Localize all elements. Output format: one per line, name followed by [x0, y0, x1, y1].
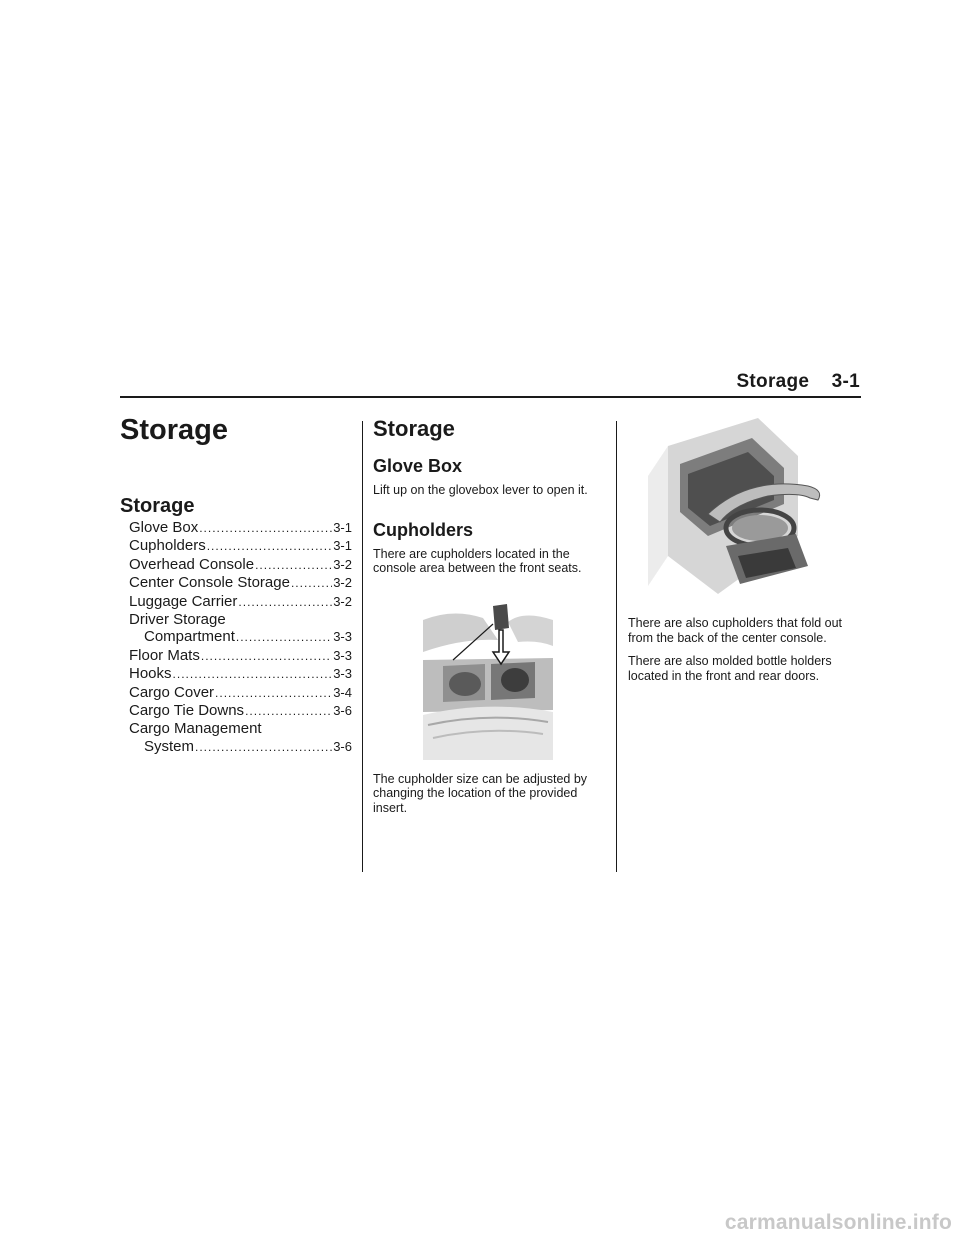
- toc-entry[interactable]: Center Console Storage ..... 3-2: [120, 574, 352, 592]
- header-section: Storage: [736, 371, 810, 392]
- main-column: [373, 416, 606, 816]
- chapter-title: Storage: [120, 414, 228, 446]
- glove-box-heading: Glove Box: [373, 456, 463, 476]
- header-page-number: 3-1: [831, 371, 860, 392]
- page-header: [650, 371, 860, 393]
- toc-entry[interactable]: Hooks ..... 3-3: [120, 665, 352, 683]
- toc-entry-line1[interactable]: Driver Storage: [129, 611, 226, 629]
- column-divider-right: [616, 421, 617, 872]
- fold-out-cupholder-text: There are also cupholders that fold out from the back of the center console.: [628, 616, 843, 645]
- toc-entry[interactable]: Cargo Cover ..... 3-4: [120, 684, 352, 702]
- toc-entry[interactable]: Overhead Console ..... 3-2: [120, 556, 352, 574]
- toc-section-title: Storage: [120, 495, 195, 517]
- toc-entry[interactable]: Cupholders ..... 3-1: [120, 537, 352, 555]
- header-rule: [120, 396, 861, 398]
- cupholders-heading: Cupholders: [373, 519, 474, 540]
- watermark: carmanualsonline.info: [724, 1211, 952, 1234]
- cupholders-text: There are cupholders located in the console area between the front seats.: [373, 546, 582, 576]
- toc-entry[interactable]: Floor Mats ..... 3-3: [120, 647, 352, 665]
- right-column: [628, 416, 860, 683]
- toc-list: [120, 519, 352, 756]
- toc-entry[interactable]: Glove Box ..... 3-1: [120, 519, 352, 537]
- toc-entry-line2[interactable]: System ..... 3-6: [120, 738, 352, 756]
- glove-box-text: Lift up on the glovebox lever to open it.: [373, 483, 588, 497]
- column-divider-left: [362, 421, 363, 872]
- toc-entry[interactable]: Luggage Carrier ..... 3-2: [120, 593, 352, 611]
- toc-entry[interactable]: Cargo Tie Downs ..... 3-6: [120, 702, 352, 720]
- toc-column: [120, 414, 352, 756]
- main-title: Storage: [373, 416, 455, 441]
- fold-out-cupholder-icon: [648, 416, 830, 604]
- center-console-cupholder-icon: [423, 600, 553, 760]
- toc-entry-line2[interactable]: Compartment ..... 3-3: [120, 628, 352, 646]
- cupholders-caption: The cupholder size can be adjusted by changing the location of the provided insert.: [373, 771, 588, 815]
- toc-entry-line1[interactable]: Cargo Management: [129, 720, 262, 738]
- bottle-holder-text: There are also molded bottle holders located in the front and rear doors.: [628, 654, 832, 683]
